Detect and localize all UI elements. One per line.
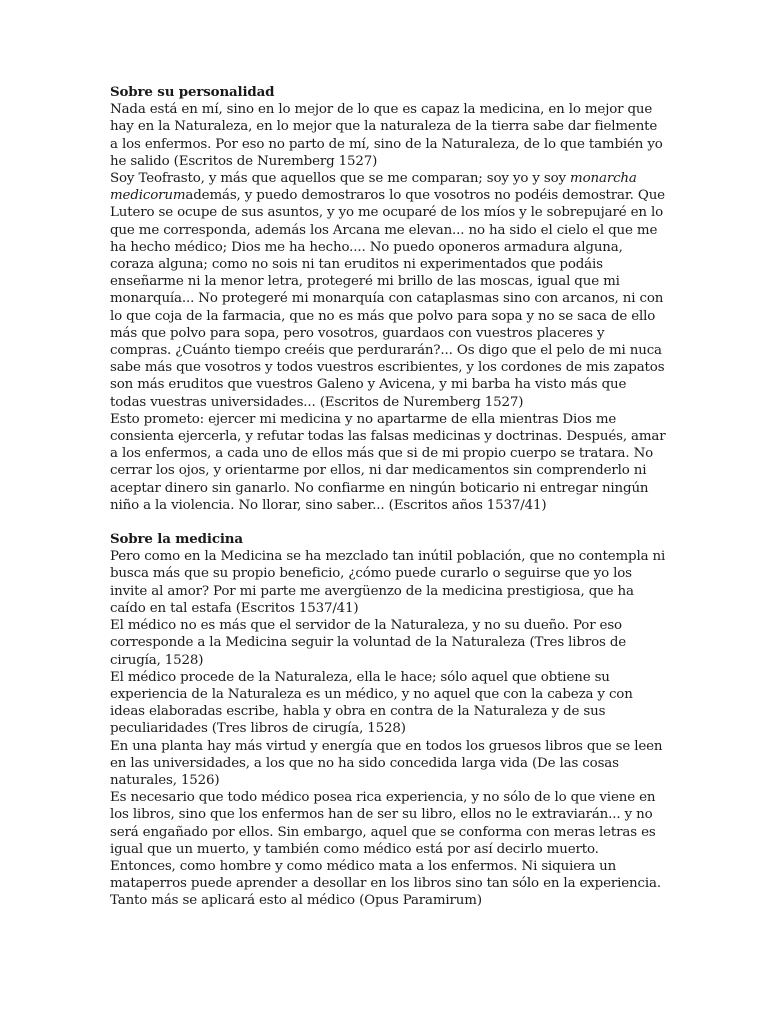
paragraph: El médico no es más que el servidor de la Naturaleza, y no su dueño. Por eso corresponde a la Medicina seguir la voluntad de la Naturaleza (Tres libros de cirugía, 1528) bbox=[110, 618, 627, 668]
paragraph: Esto prometo: ejercer mi medicina y no apartarme de ella mientras Dios me consienta ejercerla, y refutar todas las falsas medicinas y doctrinas. Después, amar a los enfermos, a cada uno de ellos más que si de mi propio cuerpo se tratara. No cerrar los ojos, y orientarme por ellos, ni dar medicamentos sin comprenderlo ni aceptar dinero sin ganarlo. No confiarme en ningún boticario ni entregar ningún niño a la violencia. No llorar, sino saber... (Escritos años 1537/41) bbox=[110, 411, 666, 513]
paragraph: En una planta hay más virtud y energía que en todos los gruesos libros que se leen en las universidades, a los que no ha sido concedida larga vida (De las cosas naturales, 1526) bbox=[110, 738, 663, 788]
section-heading-personalidad: Sobre su personalidad bbox=[110, 84, 275, 100]
paragraph-text: Soy Teofrasto, y más que aquellos que se me comparan; soy yo y soy bbox=[110, 171, 571, 187]
paragraph: Nada está en mí, sino en lo mejor de lo que es capaz la medicina, en lo mejor que hay en la Naturaleza, en lo mejor que la naturaleza de la tierra sabe dar fielmente a los enfermos. Por eso no parto de mí, sino de la Naturaleza, de lo que también yo he salido (Escritos de Nuremberg 1527) bbox=[110, 102, 663, 169]
document-page bbox=[110, 84, 666, 910]
paragraph: Es necesario que todo médico posea rica experiencia, y no sólo de lo que viene en los libros, sino que los enfermos han de ser su libro, ellos no le extraviarán... y no será engañado por ellos. Sin embargo, aquel que se conforma con meras letras es igual que un muerto, y también como médico está por así decirlo muerto. Entonces, como hombre y como médico mata a los enfermos. Ni siquiera un mataperros puede aprender a desollar en los libros sino tan sólo en la experiencia. Tanto más se aplicará esto al médico (Opus Paramirum) bbox=[110, 790, 661, 909]
italic-phrase: monarcha medicorum bbox=[110, 171, 637, 204]
paragraph bbox=[110, 170, 666, 411]
paragraph-text: además, y puedo demostraros lo que vosotros no podéis demostrar. Que Lutero se ocupe de sus asuntos, y yo me ocuparé de los míos y le sobrepujaré en lo que me corresponda, además los Arcana me elevan... no ha sido el cielo el que me ha hecho médico; Dios me ha hecho.... No puedo oponeros armadura alguna, coraza alguna; como no sois ni tan eruditos ni experimentados que podáis enseñarme ni la menor letra, protegeré mi brillo de las moscas, igual que mi monarquía... No protegeré mi monarquía con cataplasmas sino con arcanos, ni con lo que coja de la farmacia, que no es más que polvo para sopa y no se saca de ello más que polvo para sopa, pero vosotros, guardaos con vuestros placeres y compras. ¿Cuánto tiempo creéis que perdurarán?... Os digo que el pelo de mi nuca sabe más que vosotros y todos vuestros escribientes, y los cordones de mis zapatos son más eruditos que vuestros Galeno y Avicena, y mi barba ha visto más que todas vuestras universidades... (Escritos de Nuremberg 1527) bbox=[110, 188, 665, 410]
paragraph: Pero como en la Medicina se ha mezclado tan inútil población, que no contempla ni busca más que su propio beneficio, ¿cómo puede curarlo o seguirse que yo los invite al amor? Por mi parte me avergüenzo de la medicina prestigiosa, que ha caído en tal estafa (Escritos 1537/41) bbox=[110, 549, 666, 616]
section-spacer bbox=[110, 514, 666, 531]
paragraph: El médico procede de la Naturaleza, ella le hace; sólo aquel que obtiene su experiencia de la Naturaleza es un médico, y no aquel que con la cabeza y con ideas elaboradas escribe, habla y obra en contra de la Naturaleza y de sus peculiaridades (Tres libros de cirugía, 1528) bbox=[110, 669, 633, 737]
section-heading-medicina: Sobre la medicina bbox=[110, 531, 243, 548]
